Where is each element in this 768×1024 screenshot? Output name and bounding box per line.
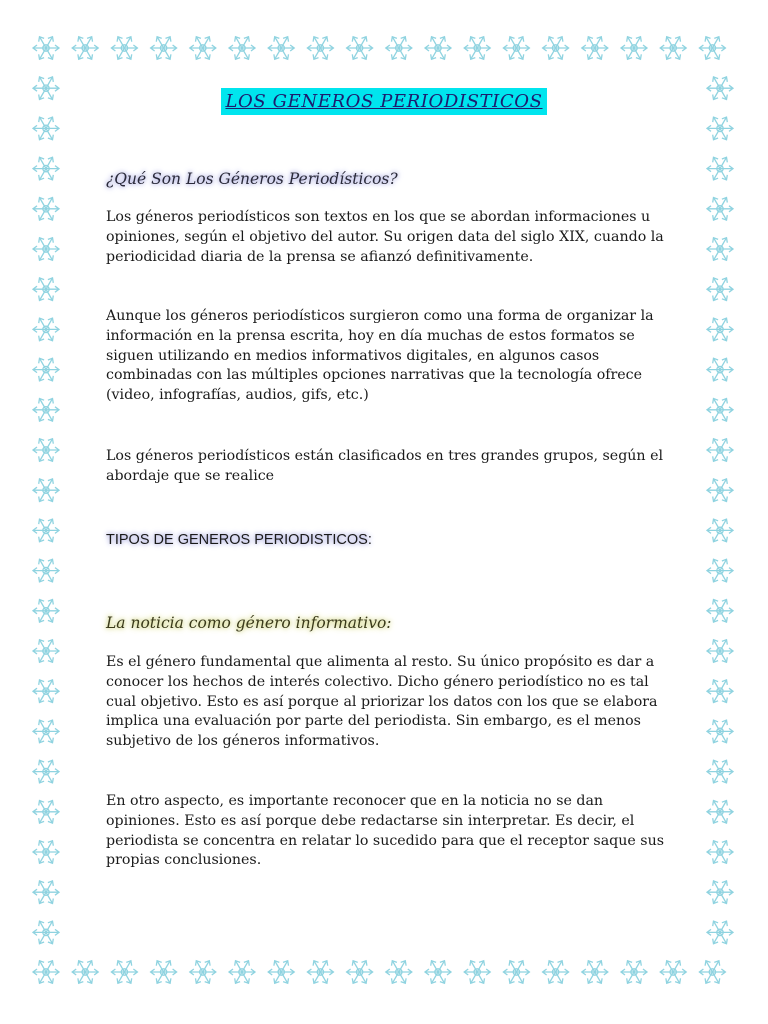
snowflake-icon xyxy=(229,961,255,984)
snowflake-icon xyxy=(464,37,490,60)
snowflake-icon xyxy=(543,961,569,984)
snowflake-icon xyxy=(386,961,412,984)
snowflake-icon xyxy=(707,640,733,663)
snowflake-icon xyxy=(707,720,733,743)
snowflake-icon xyxy=(307,37,333,60)
snowflake-icon xyxy=(33,961,59,984)
paragraph-4: Es el género fundamental que alimenta al resto. Su único propósito es dar a conocer los hechos de interés colectivo. Dicho género periodístico no es tal cual objetivo. Esto es así porque al priorizar los datos con los que se elabora implica una evaluación por parte del periodista. Sin embargo, es el menos subjetivo de los géneros informativos. xyxy=(106,654,658,750)
snowflake-icon xyxy=(621,37,647,60)
snowflake-icon xyxy=(33,238,59,261)
snowflake-icon xyxy=(307,961,333,984)
section-heading-tipos: TIPOS DE GENEROS PERIODISTICOS: xyxy=(106,532,372,548)
paragraph-3: Los géneros periodísticos están clasificados en tres grandes grupos, según el abordaje que se realice xyxy=(106,448,664,484)
snowflake-icon xyxy=(707,358,733,381)
snowflake-icon xyxy=(33,157,59,180)
snowflake-icon xyxy=(621,961,647,984)
snowflake-icon xyxy=(33,519,59,542)
snowflake-icon xyxy=(33,881,59,904)
snowflake-icon xyxy=(386,37,412,60)
paragraph-1: Los géneros periodísticos son textos en los que se abordan informaciones u opiniones, según el objetivo del autor. Su origen data del siglo XIX, cuando la periodicidad diaria de la prensa se afianzó definitivamente. xyxy=(106,209,664,265)
snowflake-icon xyxy=(582,961,608,984)
snowflake-icon xyxy=(707,801,733,824)
snowflake-icon xyxy=(33,479,59,502)
paragraph-5: En otro aspecto, es importante reconocer que en la noticia no se dan opiniones. Esto es así porque debe redactarse sin interpretar. Es decir, el periodista se concentra en relatar lo sucedido para que el receptor saque sus propias conclusiones. xyxy=(106,793,664,869)
snowflake-icon xyxy=(425,961,451,984)
snowflake-icon xyxy=(229,37,255,60)
snowflake-icon xyxy=(33,399,59,422)
snowflake-icon xyxy=(707,841,733,864)
snowflake-icon xyxy=(707,238,733,261)
snowflake-icon xyxy=(707,921,733,944)
snowflake-icon xyxy=(464,961,490,984)
snowflake-icon xyxy=(151,37,177,60)
snowflake-icon xyxy=(111,961,137,984)
snowflake-icon xyxy=(707,399,733,422)
snowflake-icon xyxy=(190,961,216,984)
snowflake-icon xyxy=(33,921,59,944)
snowflake-icon xyxy=(707,600,733,623)
snowflake-icon xyxy=(33,439,59,462)
snowflake-icon xyxy=(33,760,59,783)
snowflake-icon xyxy=(33,680,59,703)
snowflake-icon xyxy=(660,961,686,984)
snowflake-icon xyxy=(707,439,733,462)
snowflake-icon xyxy=(707,479,733,502)
snowflake-icon xyxy=(111,37,137,60)
page-title: LOS GENEROS PERIODISTICOS xyxy=(221,88,546,115)
snowflake-icon xyxy=(503,961,529,984)
snowflake-icon xyxy=(33,801,59,824)
snowflake-icon xyxy=(543,37,569,60)
snowflake-icon xyxy=(707,680,733,703)
snowflake-icon xyxy=(707,157,733,180)
snowflake-icon xyxy=(33,37,59,60)
snowflake-icon xyxy=(707,198,733,221)
snowflake-icon xyxy=(33,720,59,743)
snowflake-icon xyxy=(707,117,733,140)
snowflake-icon xyxy=(72,961,98,984)
snowflake-icon xyxy=(72,37,98,60)
section-heading-que-son: ¿Qué Son Los Géneros Periodísticos? xyxy=(106,170,398,188)
snowflake-icon xyxy=(190,37,216,60)
snowflake-icon xyxy=(707,278,733,301)
section-heading-noticia: La noticia como género informativo: xyxy=(106,614,392,632)
snowflake-icon xyxy=(707,760,733,783)
snowflake-icon xyxy=(425,37,451,60)
snowflake-icon xyxy=(503,37,529,60)
snowflake-icon xyxy=(151,961,177,984)
snowflake-icon xyxy=(33,358,59,381)
snowflake-icon xyxy=(707,559,733,582)
snowflake-icon xyxy=(268,37,294,60)
snowflake-icon xyxy=(582,37,608,60)
snowflake-icon xyxy=(33,841,59,864)
snowflake-icon xyxy=(347,961,373,984)
snowflake-icon xyxy=(33,198,59,221)
snowflake-icon xyxy=(699,961,725,984)
snowflake-icon xyxy=(33,559,59,582)
snowflake-icon xyxy=(33,117,59,140)
snowflake-icon xyxy=(268,961,294,984)
snowflake-icon xyxy=(33,640,59,663)
snowflake-icon xyxy=(707,881,733,904)
snowflake-icon xyxy=(33,318,59,341)
snowflake-icon xyxy=(33,600,59,623)
paragraph-2: Aunque los géneros periodísticos surgieron como una forma de organizar la información en la prensa escrita, hoy en día muchas de estos formatos se siguen utilizando en medios informativos digitales, en algunos casos combinadas con las múltiples opciones narrativas que la tecnología ofrece (video, infografías, audios, gifs, etc.) xyxy=(106,308,654,404)
snowflake-icon xyxy=(707,318,733,341)
snowflake-icon xyxy=(660,37,686,60)
snowflake-icon xyxy=(347,37,373,60)
snowflake-icon xyxy=(33,278,59,301)
snowflake-icon xyxy=(707,519,733,542)
snowflake-icon xyxy=(699,37,725,60)
